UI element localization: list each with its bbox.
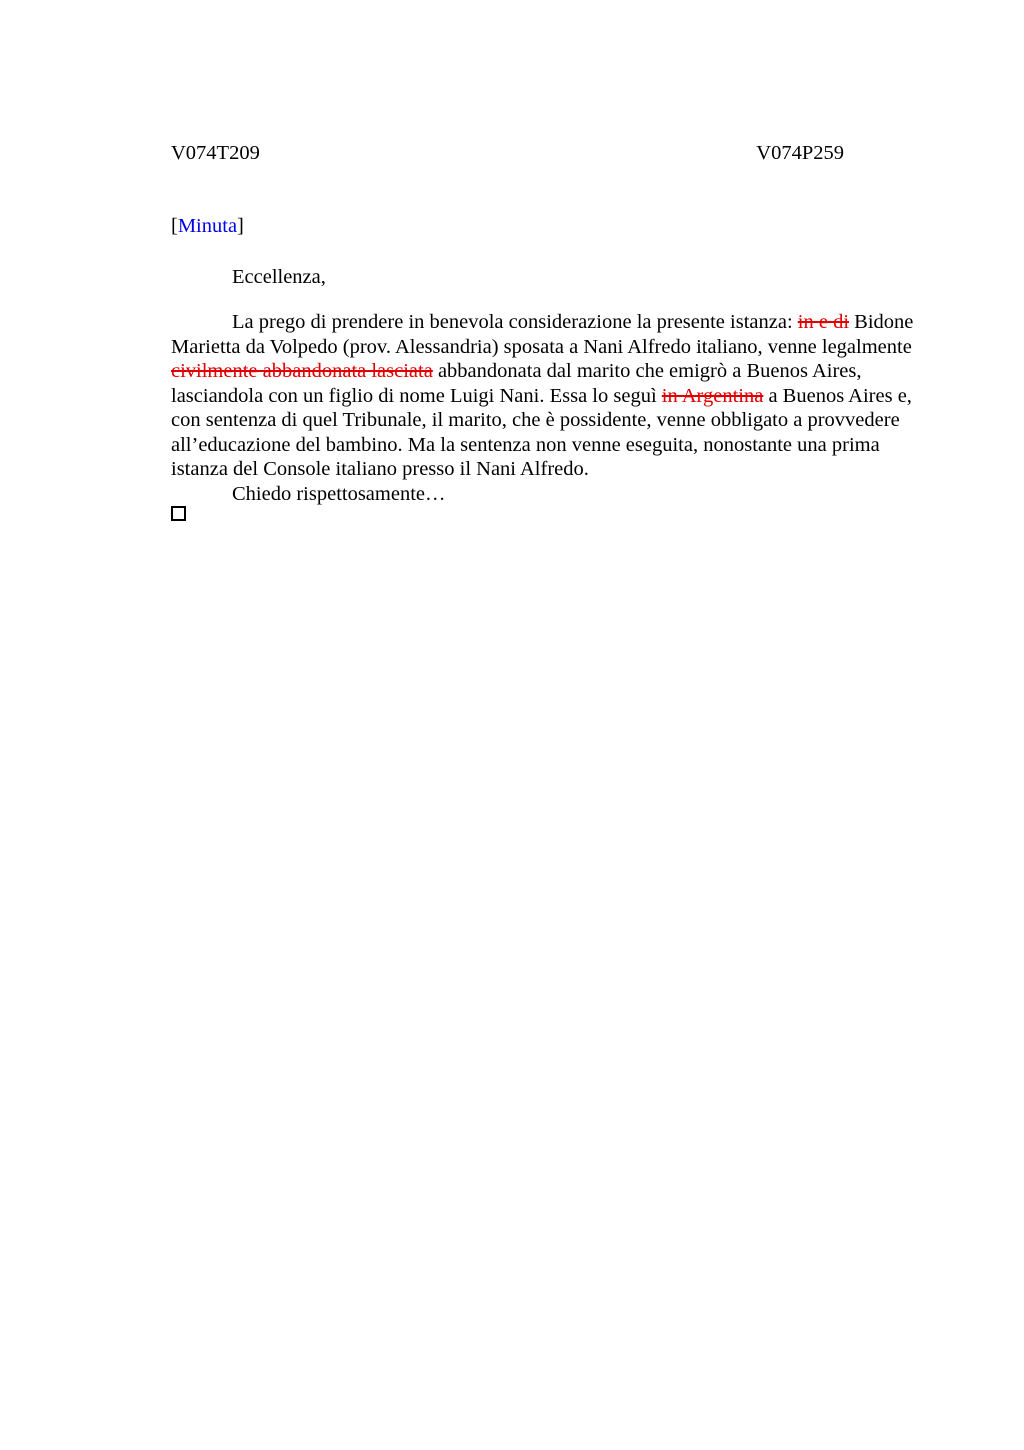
text-run: abbandonata dal marito che emigrò a Buenos Aires, lasciandola con un figlio di nome Luigi Nani. Essa lo seguì xyxy=(171,360,862,407)
header-left-code: V074T209 xyxy=(171,142,260,164)
end-marker-square-icon xyxy=(171,506,186,521)
deleted-text-run: in e di xyxy=(797,311,850,333)
body-paragraph xyxy=(171,310,931,482)
header-right-code: V074P259 xyxy=(756,142,844,164)
closing-line: Chiedo rispettosamente… xyxy=(232,482,446,505)
minuta-annotation xyxy=(171,214,244,239)
header xyxy=(171,141,844,166)
text-run: a Buenos Aires e, con sentenza di quel Tribunale, il marito, che è possidente, venne obbligato a provvedere all’educazione del bambino. Ma la sentenza non venne eseguita, nonostante una prima istanza del Console italiano presso il Nani Alfredo. xyxy=(171,384,912,480)
letter-body xyxy=(171,310,931,506)
text-run: La prego di prendere in benevola considerazione la presente istanza: xyxy=(232,311,798,333)
salutation: Eccellenza, xyxy=(232,266,326,288)
minuta-link[interactable]: Minuta xyxy=(177,215,238,237)
deleted-text-run: civilmente abbandonata lasciata xyxy=(171,360,433,382)
deleted-text-run: in Argentina xyxy=(661,384,764,407)
minuta-open-bracket: [ xyxy=(171,215,178,237)
minuta-close-bracket: ] xyxy=(237,215,244,237)
text-run: Bidone Marietta da Volpedo (prov. Alessandria) sposata a Nani Alfredo italiano, venne legalmente xyxy=(171,311,914,358)
